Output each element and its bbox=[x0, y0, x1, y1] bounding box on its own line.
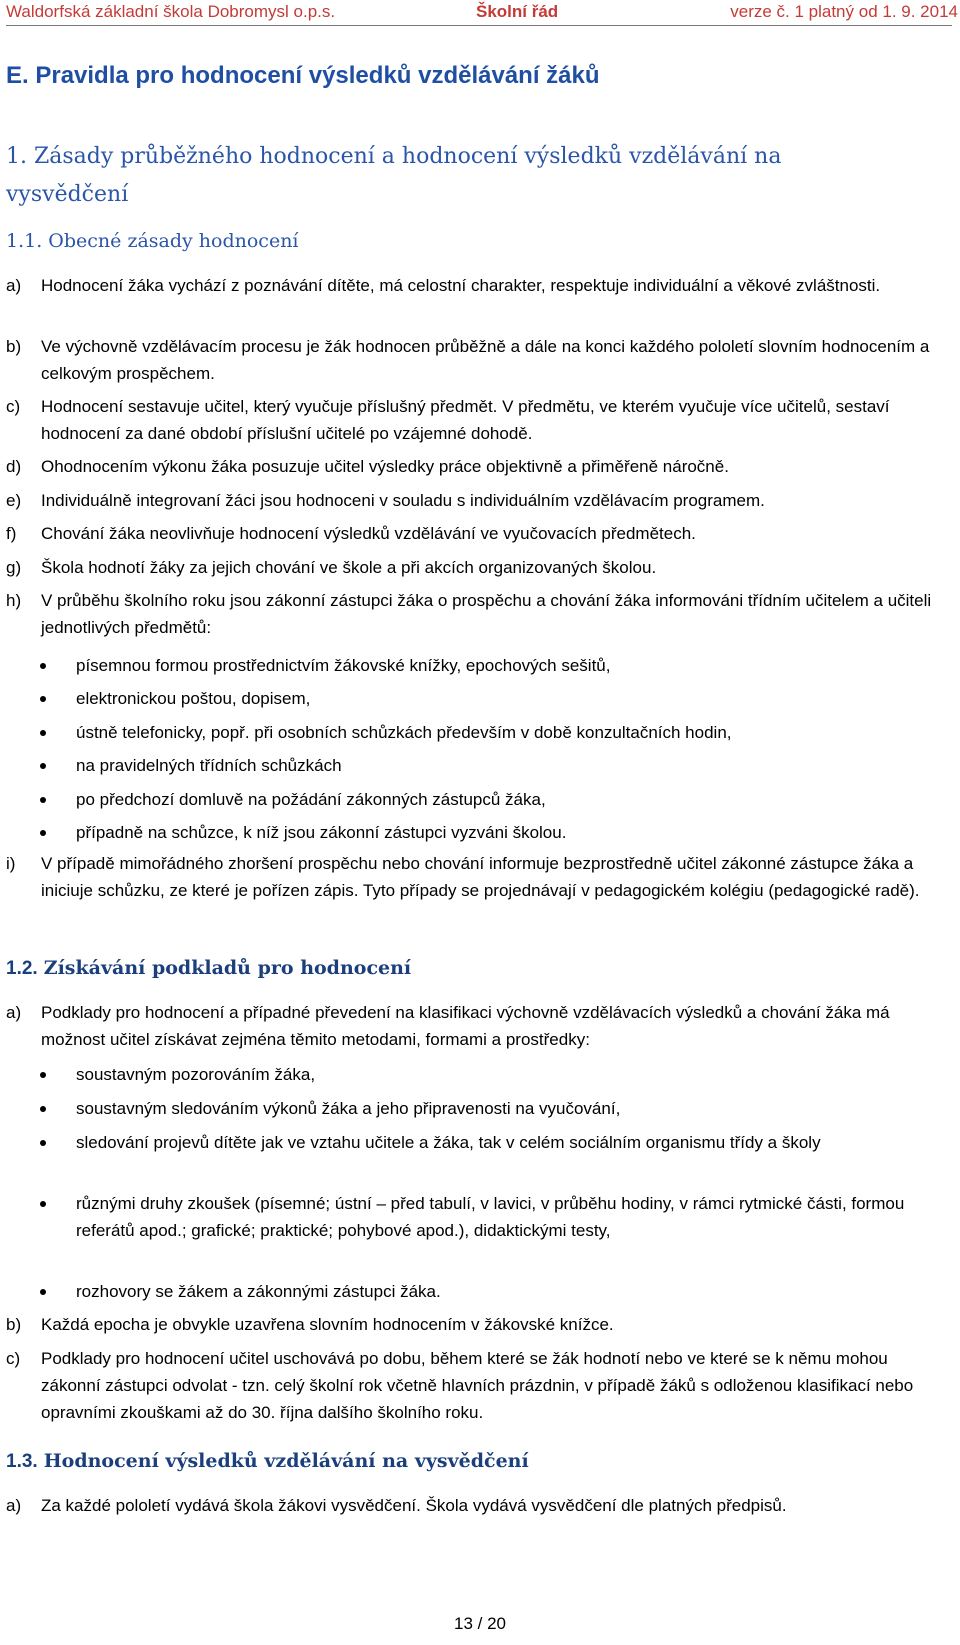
bullet-text: po předchozí domluvě na požádání zákonných zástupců žáka, bbox=[76, 790, 546, 809]
list-item bbox=[6, 453, 952, 480]
item-label: d) bbox=[6, 457, 22, 476]
bullet-item bbox=[40, 1190, 940, 1244]
item-text: Ve výchovně vzdělávacím procesu je žák hodnocen průběžně a dále na konci každého pololetí slovním hodnocením a celkovým prospěchem. bbox=[41, 337, 930, 383]
bullet-item bbox=[40, 1129, 940, 1156]
item-label: a) bbox=[6, 1496, 22, 1515]
list-item bbox=[6, 999, 952, 1053]
bullet-dot bbox=[40, 696, 46, 702]
page-header bbox=[6, 2, 958, 24]
item-label: g) bbox=[6, 558, 22, 577]
section-1-2-heading bbox=[6, 957, 411, 980]
list-item bbox=[6, 520, 952, 547]
item-text: Hodnocení žáka vychází z poznávání dítěte, má celostní charakter, respektuje individuální a věkové zvláštnosti. bbox=[41, 276, 881, 295]
bullet-item bbox=[40, 1278, 940, 1305]
bullet-text: soustavným pozorováním žáka, bbox=[76, 1065, 316, 1084]
list-item bbox=[6, 393, 952, 447]
bullet-item bbox=[40, 819, 940, 846]
bullet-text: různými druhy zkoušek (písemné; ústní – před tabulí, v lavici, v průběhu hodiny, v rámci rytmické části, formou referátů apod.; grafické; praktické; pohybové apod.), didaktickými testy, bbox=[76, 1194, 905, 1240]
item-text: V případě mimořádného zhoršení prospěchu nebo chování informuje bezprostředně učitel zákonné zástupce žáka a iniciuje schůzku, ze které je pořízen zápis. Tyto případy se projednávají v pedagogickém kolégiu (pedagogické radě). bbox=[41, 854, 920, 900]
header-version: verze č. 1 platný od 1. 9. 2014 bbox=[730, 2, 958, 21]
item-text: Každá epocha je obvykle uzavřena slovním hodnocením v žákovské knížce. bbox=[41, 1315, 614, 1334]
item-text: V průběhu školního roku jsou zákonní zástupci žáka o prospěchu a chování žáka informováni třídním učitelem a učiteli jednotlivých předmětů: bbox=[41, 591, 932, 637]
list-item bbox=[6, 1345, 952, 1426]
item-text: Hodnocení sestavuje učitel, který vyučuje příslušný předmět. V předmětu, ve kterém vyučuje více učitelů, sestaví hodnocení za dané období příslušní učitelé po vzájemné dohodě. bbox=[41, 397, 890, 443]
section-1-heading: 1. Zásady průběžného hodnocení a hodnocení výsledků vzdělávání na vysvědčení bbox=[6, 144, 782, 207]
item-text: Chování žáka neovlivňuje hodnocení výsledků vzdělávání ve vyučovacích předmětech. bbox=[41, 524, 696, 543]
section-title: Získávání podkladů pro hodnocení bbox=[43, 957, 412, 979]
bullet-item bbox=[40, 786, 940, 813]
bullet-dot bbox=[40, 1201, 46, 1207]
list-item bbox=[6, 1492, 952, 1519]
item-label: b) bbox=[6, 337, 22, 356]
item-text: Za každé pololetí vydává škola žákovi vysvědčení. Škola vydává vysvědčení dle platných předpisů. bbox=[41, 1496, 787, 1515]
section-title: Hodnocení výsledků vzdělávání na vysvědčení bbox=[43, 1450, 529, 1472]
bullet-dot bbox=[40, 1140, 46, 1146]
section-number: 1.3. bbox=[6, 1451, 38, 1472]
bullet-text: elektronickou poštou, dopisem, bbox=[76, 689, 311, 708]
item-text: Individuálně integrovaní žáci jsou hodnoceni v souladu s individuálním vzdělávacím programem. bbox=[41, 491, 765, 510]
item-label: c) bbox=[6, 397, 21, 416]
bullet-dot bbox=[40, 763, 46, 769]
bullet-dot bbox=[40, 730, 46, 736]
bullet-item bbox=[40, 719, 940, 746]
bullet-item bbox=[40, 1061, 940, 1088]
item-label: i) bbox=[6, 854, 16, 873]
bullet-dot bbox=[40, 1289, 46, 1295]
item-label: h) bbox=[6, 591, 22, 610]
list-item bbox=[6, 1311, 952, 1338]
item-text: Podklady pro hodnocení a případné převedení na klasifikaci výchovně vzdělávacích výsledků a chování žáka má možnost učitel získávat zejména těmito metodami, formami a prostředky: bbox=[41, 1003, 890, 1049]
bullet-item bbox=[40, 1095, 940, 1122]
item-label: e) bbox=[6, 491, 22, 510]
list-item bbox=[6, 850, 952, 904]
item-label: b) bbox=[6, 1315, 22, 1334]
bullet-text: sledování projevů dítěte jak ve vztahu učitele a žáka, tak v celém sociálním organismu třídy a školy bbox=[76, 1133, 821, 1152]
section-1-1-heading: 1.1. Obecné zásady hodnocení bbox=[6, 230, 299, 252]
bullet-dot bbox=[40, 1072, 46, 1078]
bullet-item bbox=[40, 652, 940, 679]
item-text: Ohodnocením výkonu žáka posuzuje učitel výsledky práce objektivně a přiměřeně náročně. bbox=[41, 457, 729, 476]
list-item bbox=[6, 333, 952, 387]
list-item bbox=[6, 272, 952, 299]
bullet-item bbox=[40, 685, 940, 712]
section-e-heading: E. Pravidla pro hodnocení výsledků vzdělávání žáků bbox=[6, 62, 600, 89]
bullet-dot bbox=[40, 797, 46, 803]
bullet-text: rozhovory se žákem a zákonnými zástupci žáka. bbox=[76, 1282, 441, 1301]
list-item bbox=[6, 487, 952, 514]
header-school-name: Waldorfská základní škola Dobromysl o.p.s. bbox=[6, 2, 336, 21]
section-1-3-heading bbox=[6, 1450, 529, 1473]
bullet-item bbox=[40, 752, 940, 779]
list-item bbox=[6, 587, 952, 641]
bullet-text: na pravidelných třídních schůzkách bbox=[76, 756, 342, 775]
bullet-dot bbox=[40, 663, 46, 669]
item-label: a) bbox=[6, 276, 22, 295]
item-text: Škola hodnotí žáky za jejich chování ve škole a při akcích organizovaných školou. bbox=[41, 558, 657, 577]
bullet-text: ústně telefonicky, popř. při osobních schůzkách především v době konzultačních hodin, bbox=[76, 723, 732, 742]
header-divider bbox=[6, 25, 952, 26]
item-label: c) bbox=[6, 1349, 21, 1368]
item-text: Podklady pro hodnocení učitel uschovává po dobu, během které se žák hodnotí nebo ve které se k němu mohou zákonní zástupci odvolat - tzn. celý školní rok včetně hlavních prázdnin, v případě žáků s odloženou klasifikací nebo opravními zkouškami až do 30. října dalšího školního roku. bbox=[41, 1349, 914, 1422]
page-number: 13 / 20 bbox=[454, 1614, 506, 1633]
bullet-text: případně na schůzce, k níž jsou zákonní zástupci vyzváni školou. bbox=[76, 823, 567, 842]
section-number: 1.2. bbox=[6, 958, 38, 979]
list-item bbox=[6, 554, 952, 581]
bullet-text: písemnou formou prostřednictvím žákovské knížky, epochových sešitů, bbox=[76, 656, 611, 675]
item-label: a) bbox=[6, 1003, 22, 1022]
header-document-title: Školní řád bbox=[476, 2, 559, 21]
item-label: f) bbox=[6, 524, 17, 543]
bullet-dot bbox=[40, 830, 46, 836]
bullet-dot bbox=[40, 1106, 46, 1112]
bullet-text: soustavným sledováním výkonů žáka a jeho připravenosti na vyučování, bbox=[76, 1099, 621, 1118]
